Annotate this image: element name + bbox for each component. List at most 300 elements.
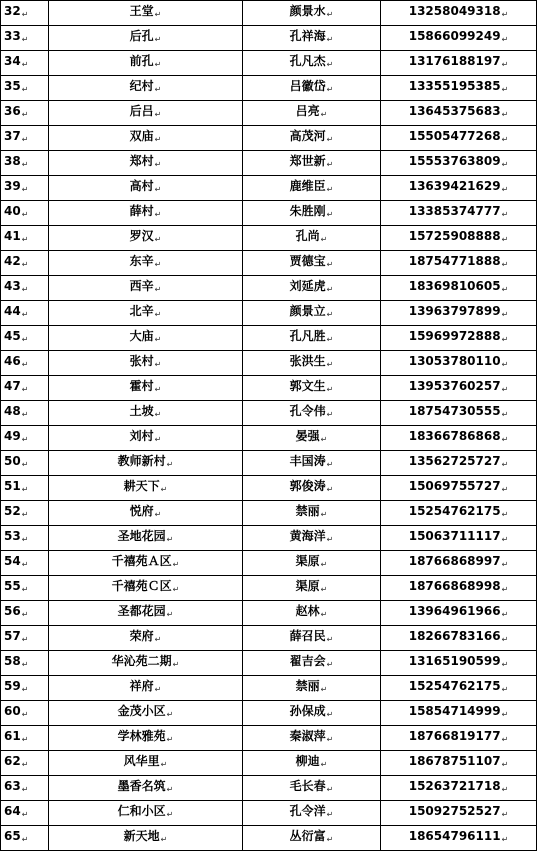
row-number-text: 41 (4, 229, 21, 243)
contact-person-cell (243, 301, 381, 326)
contact-person-cell (243, 826, 381, 851)
row-number-cell (1, 476, 49, 501)
paragraph-mark-icon: ↵ (154, 685, 162, 694)
village-name-text: 薛村 (129, 204, 154, 218)
village-name-cell (49, 576, 243, 601)
paragraph-mark-icon: ↵ (501, 785, 509, 794)
contact-person-cell (243, 601, 381, 626)
phone-number-text: 15553763809 (408, 154, 501, 168)
paragraph-mark-icon: ↵ (326, 735, 334, 744)
contact-person-cell (243, 751, 381, 776)
phone-number-text: 15854714999 (408, 704, 501, 718)
paragraph-mark-icon: ↵ (501, 310, 509, 319)
contact-person-cell (243, 26, 381, 51)
table-row (1, 726, 537, 751)
table-row (1, 701, 537, 726)
paragraph-mark-icon: ↵ (326, 60, 334, 69)
table-row (1, 151, 537, 176)
contact-person-text: 丛衍富 (289, 829, 326, 843)
phone-number-text: 18754771888 (408, 254, 501, 268)
paragraph-mark-icon: ↵ (160, 485, 168, 494)
village-name-text: 刘村 (129, 429, 154, 443)
phone-number-text: 15725908888 (408, 229, 501, 243)
paragraph-mark-icon: ↵ (21, 360, 29, 369)
village-name-text: 学林雅苑 (117, 729, 166, 743)
row-number-text: 51 (4, 479, 21, 493)
phone-number-cell (381, 301, 537, 326)
paragraph-mark-icon: ↵ (501, 510, 509, 519)
table-row (1, 501, 537, 526)
contact-person-text: 郭文生 (289, 379, 326, 393)
table-row (1, 601, 537, 626)
paragraph-mark-icon: ↵ (160, 760, 168, 769)
phone-number-cell (381, 401, 537, 426)
village-name-cell (49, 226, 243, 251)
village-name-cell (49, 551, 243, 576)
table-row (1, 551, 537, 576)
phone-number-text: 13053780110 (408, 354, 501, 368)
phone-number-cell (381, 651, 537, 676)
contact-person-text: 晏强 (295, 429, 320, 443)
village-name-cell (49, 801, 243, 826)
phone-number-cell (381, 51, 537, 76)
paragraph-mark-icon: ↵ (501, 360, 509, 369)
paragraph-mark-icon: ↵ (501, 85, 509, 94)
row-number-text: 44 (4, 304, 21, 318)
paragraph-mark-icon: ↵ (326, 335, 334, 344)
paragraph-mark-icon: ↵ (326, 260, 334, 269)
contact-person-cell (243, 701, 381, 726)
paragraph-mark-icon: ↵ (21, 760, 29, 769)
phone-number-text: 13258049318 (408, 4, 501, 18)
contact-person-text: 孔令伟 (289, 404, 326, 418)
paragraph-mark-icon: ↵ (21, 160, 29, 169)
contact-person-cell (243, 51, 381, 76)
paragraph-mark-icon: ↵ (21, 85, 29, 94)
paragraph-mark-icon: ↵ (21, 335, 29, 344)
paragraph-mark-icon: ↵ (501, 60, 509, 69)
paragraph-mark-icon: ↵ (326, 35, 334, 44)
village-name-text: 后孔 (129, 29, 154, 43)
village-name-cell (49, 126, 243, 151)
village-name-text: 耕天下 (123, 479, 160, 493)
paragraph-mark-icon: ↵ (154, 335, 162, 344)
contact-person-cell (243, 101, 381, 126)
contact-person-cell (243, 376, 381, 401)
paragraph-mark-icon: ↵ (501, 135, 509, 144)
paragraph-mark-icon: ↵ (326, 360, 334, 369)
paragraph-mark-icon: ↵ (501, 560, 509, 569)
row-number-text: 54 (4, 554, 21, 568)
row-number-text: 49 (4, 429, 21, 443)
paragraph-mark-icon: ↵ (501, 260, 509, 269)
phone-number-text: 18654796111 (408, 829, 501, 843)
village-name-cell (49, 726, 243, 751)
contact-person-text: 渠原 (295, 554, 320, 568)
paragraph-mark-icon: ↵ (501, 660, 509, 669)
paragraph-mark-icon: ↵ (21, 110, 29, 119)
village-name-text: 西辛 (129, 279, 154, 293)
contact-person-text: 张洪生 (289, 354, 326, 368)
village-name-cell (49, 526, 243, 551)
phone-number-text: 15063711117 (408, 529, 501, 543)
village-name-cell (49, 301, 243, 326)
table-row (1, 626, 537, 651)
contact-table-body (1, 1, 537, 851)
village-name-text: 北辛 (129, 304, 154, 318)
contact-person-text: 秦淑萍 (289, 729, 326, 743)
row-number-text: 59 (4, 679, 21, 693)
village-name-text: 千禧苑Ａ区 (111, 554, 172, 568)
contact-person-cell (243, 726, 381, 751)
row-number-cell (1, 801, 49, 826)
paragraph-mark-icon: ↵ (326, 485, 334, 494)
phone-number-cell (381, 251, 537, 276)
contact-person-cell (243, 651, 381, 676)
row-number-cell (1, 101, 49, 126)
village-name-text: 千禧苑Ｃ区 (111, 579, 172, 593)
paragraph-mark-icon: ↵ (501, 385, 509, 394)
paragraph-mark-icon: ↵ (326, 710, 334, 719)
phone-number-text: 18754730555 (408, 404, 501, 418)
paragraph-mark-icon: ↵ (501, 710, 509, 719)
village-name-text: 霍村 (129, 379, 154, 393)
paragraph-mark-icon: ↵ (501, 585, 509, 594)
paragraph-mark-icon: ↵ (154, 360, 162, 369)
row-number-cell (1, 676, 49, 701)
phone-number-cell (381, 351, 537, 376)
contact-person-text: 鹿维臣 (289, 179, 326, 193)
phone-number-cell (381, 476, 537, 501)
paragraph-mark-icon: ↵ (21, 785, 29, 794)
phone-number-cell (381, 101, 537, 126)
paragraph-mark-icon: ↵ (501, 635, 509, 644)
row-number-text: 43 (4, 279, 21, 293)
paragraph-mark-icon: ↵ (501, 835, 509, 844)
village-name-cell (49, 351, 243, 376)
contact-person-text: 孔凡胜 (289, 329, 326, 343)
paragraph-mark-icon: ↵ (154, 60, 162, 69)
paragraph-mark-icon: ↵ (320, 110, 328, 119)
paragraph-mark-icon: ↵ (21, 535, 29, 544)
paragraph-mark-icon: ↵ (166, 460, 174, 469)
village-name-text: 圣地花园 (117, 529, 166, 543)
paragraph-mark-icon: ↵ (501, 160, 509, 169)
phone-number-text: 13355195385 (408, 79, 501, 93)
phone-number-text: 18266783166 (408, 629, 501, 643)
row-number-text: 57 (4, 629, 21, 643)
row-number-text: 32 (4, 4, 21, 18)
contact-person-text: 吕亮 (295, 104, 320, 118)
phone-number-text: 13385374777 (408, 204, 501, 218)
contact-person-text: 翟吉会 (289, 654, 326, 668)
row-number-text: 45 (4, 329, 21, 343)
table-row (1, 776, 537, 801)
phone-number-cell (381, 151, 537, 176)
table-row (1, 51, 537, 76)
paragraph-mark-icon: ↵ (326, 810, 334, 819)
contact-person-cell (243, 326, 381, 351)
paragraph-mark-icon: ↵ (501, 435, 509, 444)
row-number-text: 48 (4, 404, 21, 418)
phone-number-cell (381, 1, 537, 26)
paragraph-mark-icon: ↵ (154, 260, 162, 269)
paragraph-mark-icon: ↵ (501, 535, 509, 544)
village-name-text: 张村 (129, 354, 154, 368)
table-row (1, 26, 537, 51)
paragraph-mark-icon: ↵ (501, 610, 509, 619)
paragraph-mark-icon: ↵ (320, 685, 328, 694)
row-number-text: 35 (4, 79, 21, 93)
paragraph-mark-icon: ↵ (160, 835, 168, 844)
phone-number-text: 13562725727 (408, 454, 501, 468)
village-name-cell (49, 201, 243, 226)
paragraph-mark-icon: ↵ (21, 10, 29, 19)
paragraph-mark-icon: ↵ (21, 410, 29, 419)
contact-person-cell (243, 1, 381, 26)
contact-person-cell (243, 676, 381, 701)
table-row (1, 401, 537, 426)
contact-person-text: 孔令洋 (289, 804, 326, 818)
table-row (1, 101, 537, 126)
table-row (1, 301, 537, 326)
phone-number-text: 18369810605 (408, 279, 501, 293)
contact-person-text: 贾德宝 (289, 254, 326, 268)
paragraph-mark-icon: ↵ (326, 160, 334, 169)
phone-number-cell (381, 26, 537, 51)
village-name-cell (49, 476, 243, 501)
table-row (1, 476, 537, 501)
village-name-text: 郑村 (129, 154, 154, 168)
paragraph-mark-icon: ↵ (21, 35, 29, 44)
row-number-text: 36 (4, 104, 21, 118)
phone-number-text: 15069755727 (408, 479, 501, 493)
contact-person-text: 朱胜刚 (289, 204, 326, 218)
phone-number-text: 13176188197 (408, 54, 501, 68)
paragraph-mark-icon: ↵ (501, 285, 509, 294)
village-name-cell (49, 326, 243, 351)
village-name-text: 悦府 (129, 504, 154, 518)
row-number-text: 61 (4, 729, 21, 743)
row-number-text: 37 (4, 129, 21, 143)
paragraph-mark-icon: ↵ (166, 735, 174, 744)
paragraph-mark-icon: ↵ (21, 635, 29, 644)
paragraph-mark-icon: ↵ (326, 210, 334, 219)
phone-number-cell (381, 551, 537, 576)
village-name-cell (49, 101, 243, 126)
contact-person-cell (243, 76, 381, 101)
paragraph-mark-icon: ↵ (326, 410, 334, 419)
row-number-cell (1, 576, 49, 601)
row-number-cell (1, 76, 49, 101)
table-row (1, 326, 537, 351)
paragraph-mark-icon: ↵ (21, 235, 29, 244)
paragraph-mark-icon: ↵ (154, 110, 162, 119)
phone-number-cell (381, 76, 537, 101)
row-number-text: 65 (4, 829, 21, 843)
paragraph-mark-icon: ↵ (21, 260, 29, 269)
phone-number-text: 13645375683 (408, 104, 501, 118)
contact-person-text: 孔祥海 (289, 29, 326, 43)
phone-number-text: 13964961966 (408, 604, 501, 618)
paragraph-mark-icon: ↵ (21, 835, 29, 844)
table-row (1, 451, 537, 476)
paragraph-mark-icon: ↵ (320, 435, 328, 444)
row-number-cell (1, 826, 49, 851)
contact-person-cell (243, 251, 381, 276)
table-row (1, 376, 537, 401)
phone-number-cell (381, 376, 537, 401)
paragraph-mark-icon: ↵ (166, 710, 174, 719)
table-row (1, 826, 537, 851)
paragraph-mark-icon: ↵ (21, 135, 29, 144)
village-name-text: 后吕 (129, 104, 154, 118)
phone-number-cell (381, 601, 537, 626)
village-name-cell (49, 676, 243, 701)
contact-person-cell (243, 451, 381, 476)
village-name-text: 华沁苑二期 (111, 654, 172, 668)
village-name-text: 祥府 (129, 679, 154, 693)
paragraph-mark-icon: ↵ (320, 760, 328, 769)
row-number-cell (1, 376, 49, 401)
phone-number-text: 13165190599 (408, 654, 501, 668)
paragraph-mark-icon: ↵ (166, 810, 174, 819)
table-row (1, 676, 537, 701)
village-name-text: 金茂小区 (117, 704, 166, 718)
village-name-text: 风华里 (123, 754, 160, 768)
contact-person-text: 郑世新 (289, 154, 326, 168)
contact-person-cell (243, 551, 381, 576)
village-name-text: 东辛 (129, 254, 154, 268)
row-number-cell (1, 751, 49, 776)
village-name-cell (49, 251, 243, 276)
paragraph-mark-icon: ↵ (501, 760, 509, 769)
table-row (1, 276, 537, 301)
row-number-cell (1, 251, 49, 276)
table-row (1, 251, 537, 276)
paragraph-mark-icon: ↵ (21, 810, 29, 819)
phone-number-cell (381, 276, 537, 301)
paragraph-mark-icon: ↵ (326, 385, 334, 394)
contact-person-text: 颜景立 (289, 304, 326, 318)
table-row (1, 651, 537, 676)
phone-number-cell (381, 751, 537, 776)
contact-person-text: 毛长春 (289, 779, 326, 793)
contact-person-text: 禁丽 (295, 504, 320, 518)
village-name-cell (49, 26, 243, 51)
village-name-text: 仁和小区 (117, 804, 166, 818)
row-number-cell (1, 426, 49, 451)
phone-number-text: 18678751107 (408, 754, 501, 768)
paragraph-mark-icon: ↵ (154, 285, 162, 294)
paragraph-mark-icon: ↵ (21, 460, 29, 469)
table-row (1, 1, 537, 26)
row-number-text: 62 (4, 754, 21, 768)
paragraph-mark-icon: ↵ (21, 60, 29, 69)
phone-number-text: 15505477268 (408, 129, 501, 143)
phone-number-cell (381, 176, 537, 201)
contact-person-cell (243, 126, 381, 151)
village-name-text: 新天地 (123, 829, 160, 843)
row-number-text: 55 (4, 579, 21, 593)
row-number-cell (1, 526, 49, 551)
village-name-cell (49, 601, 243, 626)
village-name-text: 罗汉 (129, 229, 154, 243)
paragraph-mark-icon: ↵ (154, 435, 162, 444)
paragraph-mark-icon: ↵ (154, 10, 162, 19)
contact-person-cell (243, 501, 381, 526)
table-row (1, 226, 537, 251)
row-number-cell (1, 776, 49, 801)
paragraph-mark-icon: ↵ (166, 610, 174, 619)
row-number-text: 50 (4, 454, 21, 468)
paragraph-mark-icon: ↵ (21, 585, 29, 594)
contact-person-text: 丰国涛 (289, 454, 326, 468)
paragraph-mark-icon: ↵ (501, 685, 509, 694)
contact-person-cell (243, 626, 381, 651)
village-name-cell (49, 626, 243, 651)
village-name-cell (49, 451, 243, 476)
phone-number-text: 18766868997 (408, 554, 501, 568)
paragraph-mark-icon: ↵ (21, 485, 29, 494)
paragraph-mark-icon: ↵ (326, 10, 334, 19)
paragraph-mark-icon: ↵ (154, 235, 162, 244)
contact-person-cell (243, 176, 381, 201)
row-number-text: 52 (4, 504, 21, 518)
row-number-cell (1, 626, 49, 651)
contact-person-text: 郭俊涛 (289, 479, 326, 493)
row-number-text: 56 (4, 604, 21, 618)
paragraph-mark-icon: ↵ (21, 510, 29, 519)
paragraph-mark-icon: ↵ (326, 535, 334, 544)
paragraph-mark-icon: ↵ (166, 785, 174, 794)
row-number-cell (1, 326, 49, 351)
row-number-text: 58 (4, 654, 21, 668)
contact-person-cell (243, 526, 381, 551)
phone-number-text: 15254762175 (408, 679, 501, 693)
contact-person-cell (243, 201, 381, 226)
row-number-cell (1, 601, 49, 626)
phone-number-cell (381, 526, 537, 551)
phone-number-cell (381, 126, 537, 151)
village-name-cell (49, 76, 243, 101)
phone-number-text: 13953760257 (408, 379, 501, 393)
paragraph-mark-icon: ↵ (326, 835, 334, 844)
row-number-cell (1, 176, 49, 201)
paragraph-mark-icon: ↵ (326, 310, 334, 319)
row-number-text: 64 (4, 804, 21, 818)
row-number-cell (1, 351, 49, 376)
paragraph-mark-icon: ↵ (501, 735, 509, 744)
paragraph-mark-icon: ↵ (172, 560, 180, 569)
contact-person-text: 薛召民 (289, 629, 326, 643)
contact-person-text: 孔尚 (295, 229, 320, 243)
phone-number-text: 18766819177 (408, 729, 501, 743)
paragraph-mark-icon: ↵ (326, 635, 334, 644)
paragraph-mark-icon: ↵ (21, 660, 29, 669)
phone-number-cell (381, 801, 537, 826)
phone-number-cell (381, 201, 537, 226)
paragraph-mark-icon: ↵ (501, 460, 509, 469)
row-number-text: 63 (4, 779, 21, 793)
paragraph-mark-icon: ↵ (172, 585, 180, 594)
phone-number-cell (381, 226, 537, 251)
paragraph-mark-icon: ↵ (154, 635, 162, 644)
table-row (1, 176, 537, 201)
row-number-cell (1, 126, 49, 151)
phone-number-cell (381, 701, 537, 726)
contact-person-text: 吕徽岱 (289, 79, 326, 93)
